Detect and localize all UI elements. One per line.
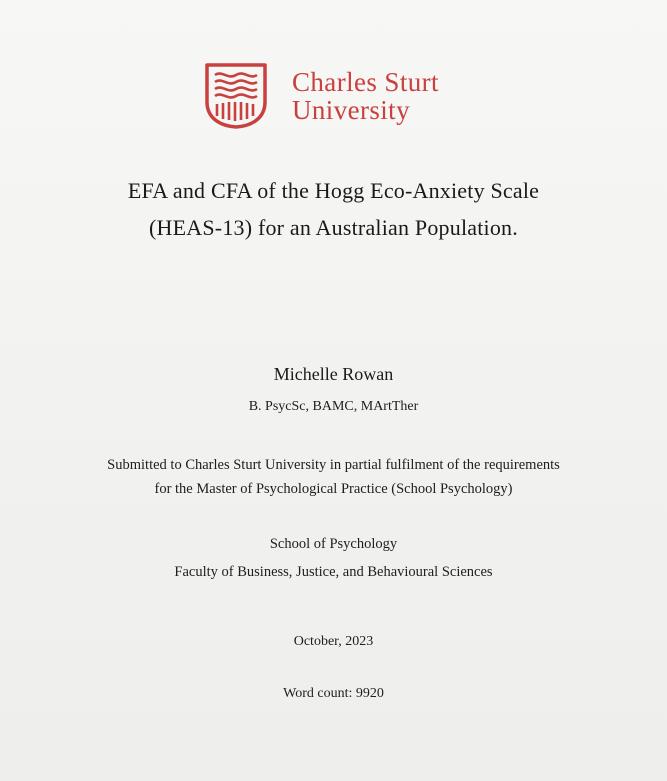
university-wordmark bbox=[292, 68, 439, 125]
faculty-name: Faculty of Business, Justice, and Behavioural Sciences bbox=[174, 564, 493, 580]
thesis-title-line-1: EFA and CFA of the Hogg Eco-Anxiety Scale bbox=[127, 178, 540, 203]
university-logo bbox=[204, 60, 439, 132]
affiliation bbox=[0, 530, 667, 586]
author-name: Michelle Rowan bbox=[273, 364, 394, 384]
school-name: School of Psychology bbox=[269, 536, 398, 552]
word-count: Word count: 9920 bbox=[283, 686, 384, 701]
submission-date: October, 2023 bbox=[293, 634, 374, 649]
thesis-title bbox=[0, 172, 667, 246]
university-name-line-1: Charles Sturt bbox=[292, 66, 439, 97]
university-name-line-2: University bbox=[292, 95, 410, 125]
submission-line-2: for the Master of Psychological Practice (School Psychology) bbox=[154, 481, 513, 497]
thesis-title-line-2: (HEAS-13) for an Australian Population. bbox=[149, 215, 518, 240]
submission-statement bbox=[0, 453, 667, 501]
university-crest-icon bbox=[204, 62, 268, 130]
author-degrees: B. PsycSc, BAMC, MArtTher bbox=[248, 399, 419, 414]
submission-line-1: Submitted to Charles Sturt University in partial fulfilment of the requirements bbox=[107, 457, 560, 473]
